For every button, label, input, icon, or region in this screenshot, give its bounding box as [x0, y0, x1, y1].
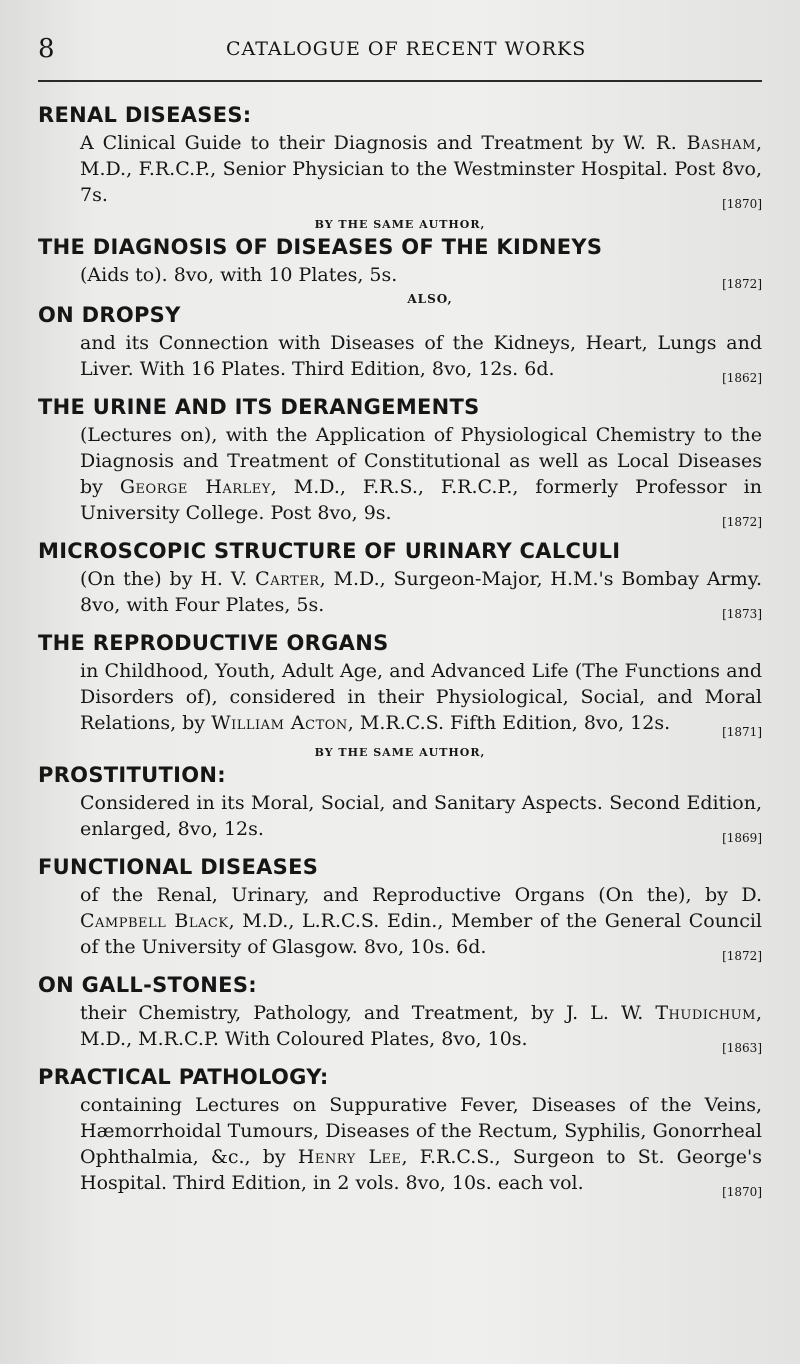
catalogue-entry: [38, 100, 762, 210]
header-rule: [38, 80, 762, 82]
running-head: CATALOGUE OF RECENT WORKS: [226, 38, 587, 60]
entry-title: THE URINE AND ITS DERANGEMENTS: [38, 395, 480, 419]
entry-text: , M.D., M.R.C.P. With Coloured Plates, 8vo, 10s.: [80, 1002, 762, 1050]
entry-text: and its Connection with Diseases of the Kidneys, Heart, Lungs and Liver. With 16 Plates. Third Edition, 8vo, 12s. 6d.: [80, 332, 762, 380]
entry-text: , M.D., L.R.C.S. Edin., Member of the General Council of the University of Glasgow. 8vo, 10s. 6d.: [80, 910, 762, 958]
entry-text: , M.D., F.R.S., F.R.C.P., formerly Professor in University College. Post 8vo, 9s.: [80, 476, 762, 524]
entry-author: Thudichum: [655, 1002, 756, 1024]
entry-text: , M.D., F.R.C.P., Senior Physician to the Westminster Hospital. Post 8vo, 7s.: [80, 132, 763, 206]
entry-year: [1872]: [722, 515, 762, 529]
catalogue-entry: [38, 852, 762, 962]
catalogue-entry: [38, 760, 762, 844]
entry-title: THE REPRODUCTIVE ORGANS: [38, 631, 389, 655]
entry-title: RENAL DISEASES:: [38, 103, 252, 127]
same-author-note: BY THE SAME AUTHOR,: [314, 218, 486, 231]
entry-description: [80, 882, 762, 962]
entry-text: in Childhood, Youth, Adult Age, and Advanced Life (The Functions and Disorders of), considered in their Physiological, Social, and Moral Relations, by: [80, 660, 762, 734]
catalogue-entry: [38, 1062, 762, 1198]
entry-title: PRACTICAL PATHOLOGY:: [38, 1065, 329, 1089]
entry-description: [80, 130, 762, 210]
page-number: 8: [38, 34, 55, 64]
entry-text: , F.R.C.S., Surgeon to St. George's Hospital. Third Edition, in 2 vols. 8vo, 10s. each vol.: [80, 1146, 762, 1194]
catalogue-entries: [38, 100, 762, 1206]
entry-year: [1872]: [722, 949, 762, 963]
entry-description: [80, 790, 762, 844]
entry-description: [80, 658, 762, 738]
entry-author: Campbell Black: [80, 910, 229, 932]
entry-text: Considered in its Moral, Social, and Sanitary Aspects. Second Edition, enlarged, 8vo, 12s.: [80, 792, 762, 840]
catalogue-entry: [38, 536, 762, 620]
entry-title: THE DIAGNOSIS OF DISEASES OF THE KIDNEYS: [38, 235, 603, 259]
entry-year: [1871]: [722, 725, 762, 739]
entry-description: [80, 1000, 762, 1054]
also-note: ALSO,: [407, 292, 453, 306]
entry-title: PROSTITUTION:: [38, 763, 226, 787]
page-header: [38, 30, 760, 70]
entry-text: (Aids to). 8vo, with 10 Plates, 5s.: [80, 264, 398, 286]
entry-year: [1862]: [722, 371, 762, 385]
catalogue-entry: [38, 392, 762, 528]
entry-text: of the Renal, Urinary, and Reproductive Organs (On the), by D.: [80, 884, 762, 906]
entry-author: Carter: [255, 568, 320, 590]
entry-year: [1872]: [722, 277, 762, 291]
catalogue-entry: [38, 628, 762, 738]
entry-text: , M.R.C.S. Fifth Edition, 8vo, 12s.: [347, 712, 671, 734]
entry-title: FUNCTIONAL DISEASES: [38, 855, 319, 879]
entry-text: A Clinical Guide to their Diagnosis and Treatment by: [80, 132, 624, 154]
entry-description: [80, 422, 762, 528]
entry-year: [1873]: [722, 607, 762, 621]
entry-author: George Harley: [119, 476, 271, 498]
entry-title: MICROSCOPIC STRUCTURE OF URINARY CALCULI: [38, 539, 621, 563]
entry-text: , M.D., Surgeon-Major, H.M.'s Bombay Army. 8vo, with Four Plates, 5s.: [80, 568, 762, 616]
entry-year: [1869]: [722, 831, 762, 845]
entry-description: [80, 566, 762, 620]
entry-text: (On the) by H. V.: [80, 568, 256, 590]
entry-description: [80, 262, 762, 290]
entry-text: (Lectures on), with the Application of Physiological Chemistry to the Diagnosis and Treatment of Constitutional as well as Local Diseases by: [80, 424, 762, 498]
catalogue-entry: [38, 232, 762, 290]
entry-year: [1863]: [722, 1041, 762, 1055]
entry-author: W. R. Basham: [623, 132, 756, 154]
entry-title: ON GALL-STONES:: [38, 973, 257, 997]
entry-text: their Chemistry, Pathology, and Treatment, by J. L. W.: [80, 1002, 656, 1024]
entry-author: William Acton: [211, 712, 348, 734]
entry-author: Henry Lee: [297, 1146, 402, 1168]
entry-title: ON DROPSY: [38, 303, 181, 327]
catalogue-entry: [38, 970, 762, 1054]
entry-description: [80, 1092, 762, 1198]
entry-text: containing Lectures on Suppurative Fever, Diseases of the Veins, Hæmorrhoidal Tumours, Diseases of the Rectum, Syphilis, Gonorrheal Ophthalmia, &c., by: [80, 1094, 762, 1168]
entry-description: [80, 330, 762, 384]
same-author-note: BY THE SAME AUTHOR,: [314, 746, 486, 759]
entry-year: [1870]: [722, 197, 762, 211]
entry-year: [1870]: [722, 1185, 762, 1199]
catalogue-entry: [38, 300, 762, 384]
